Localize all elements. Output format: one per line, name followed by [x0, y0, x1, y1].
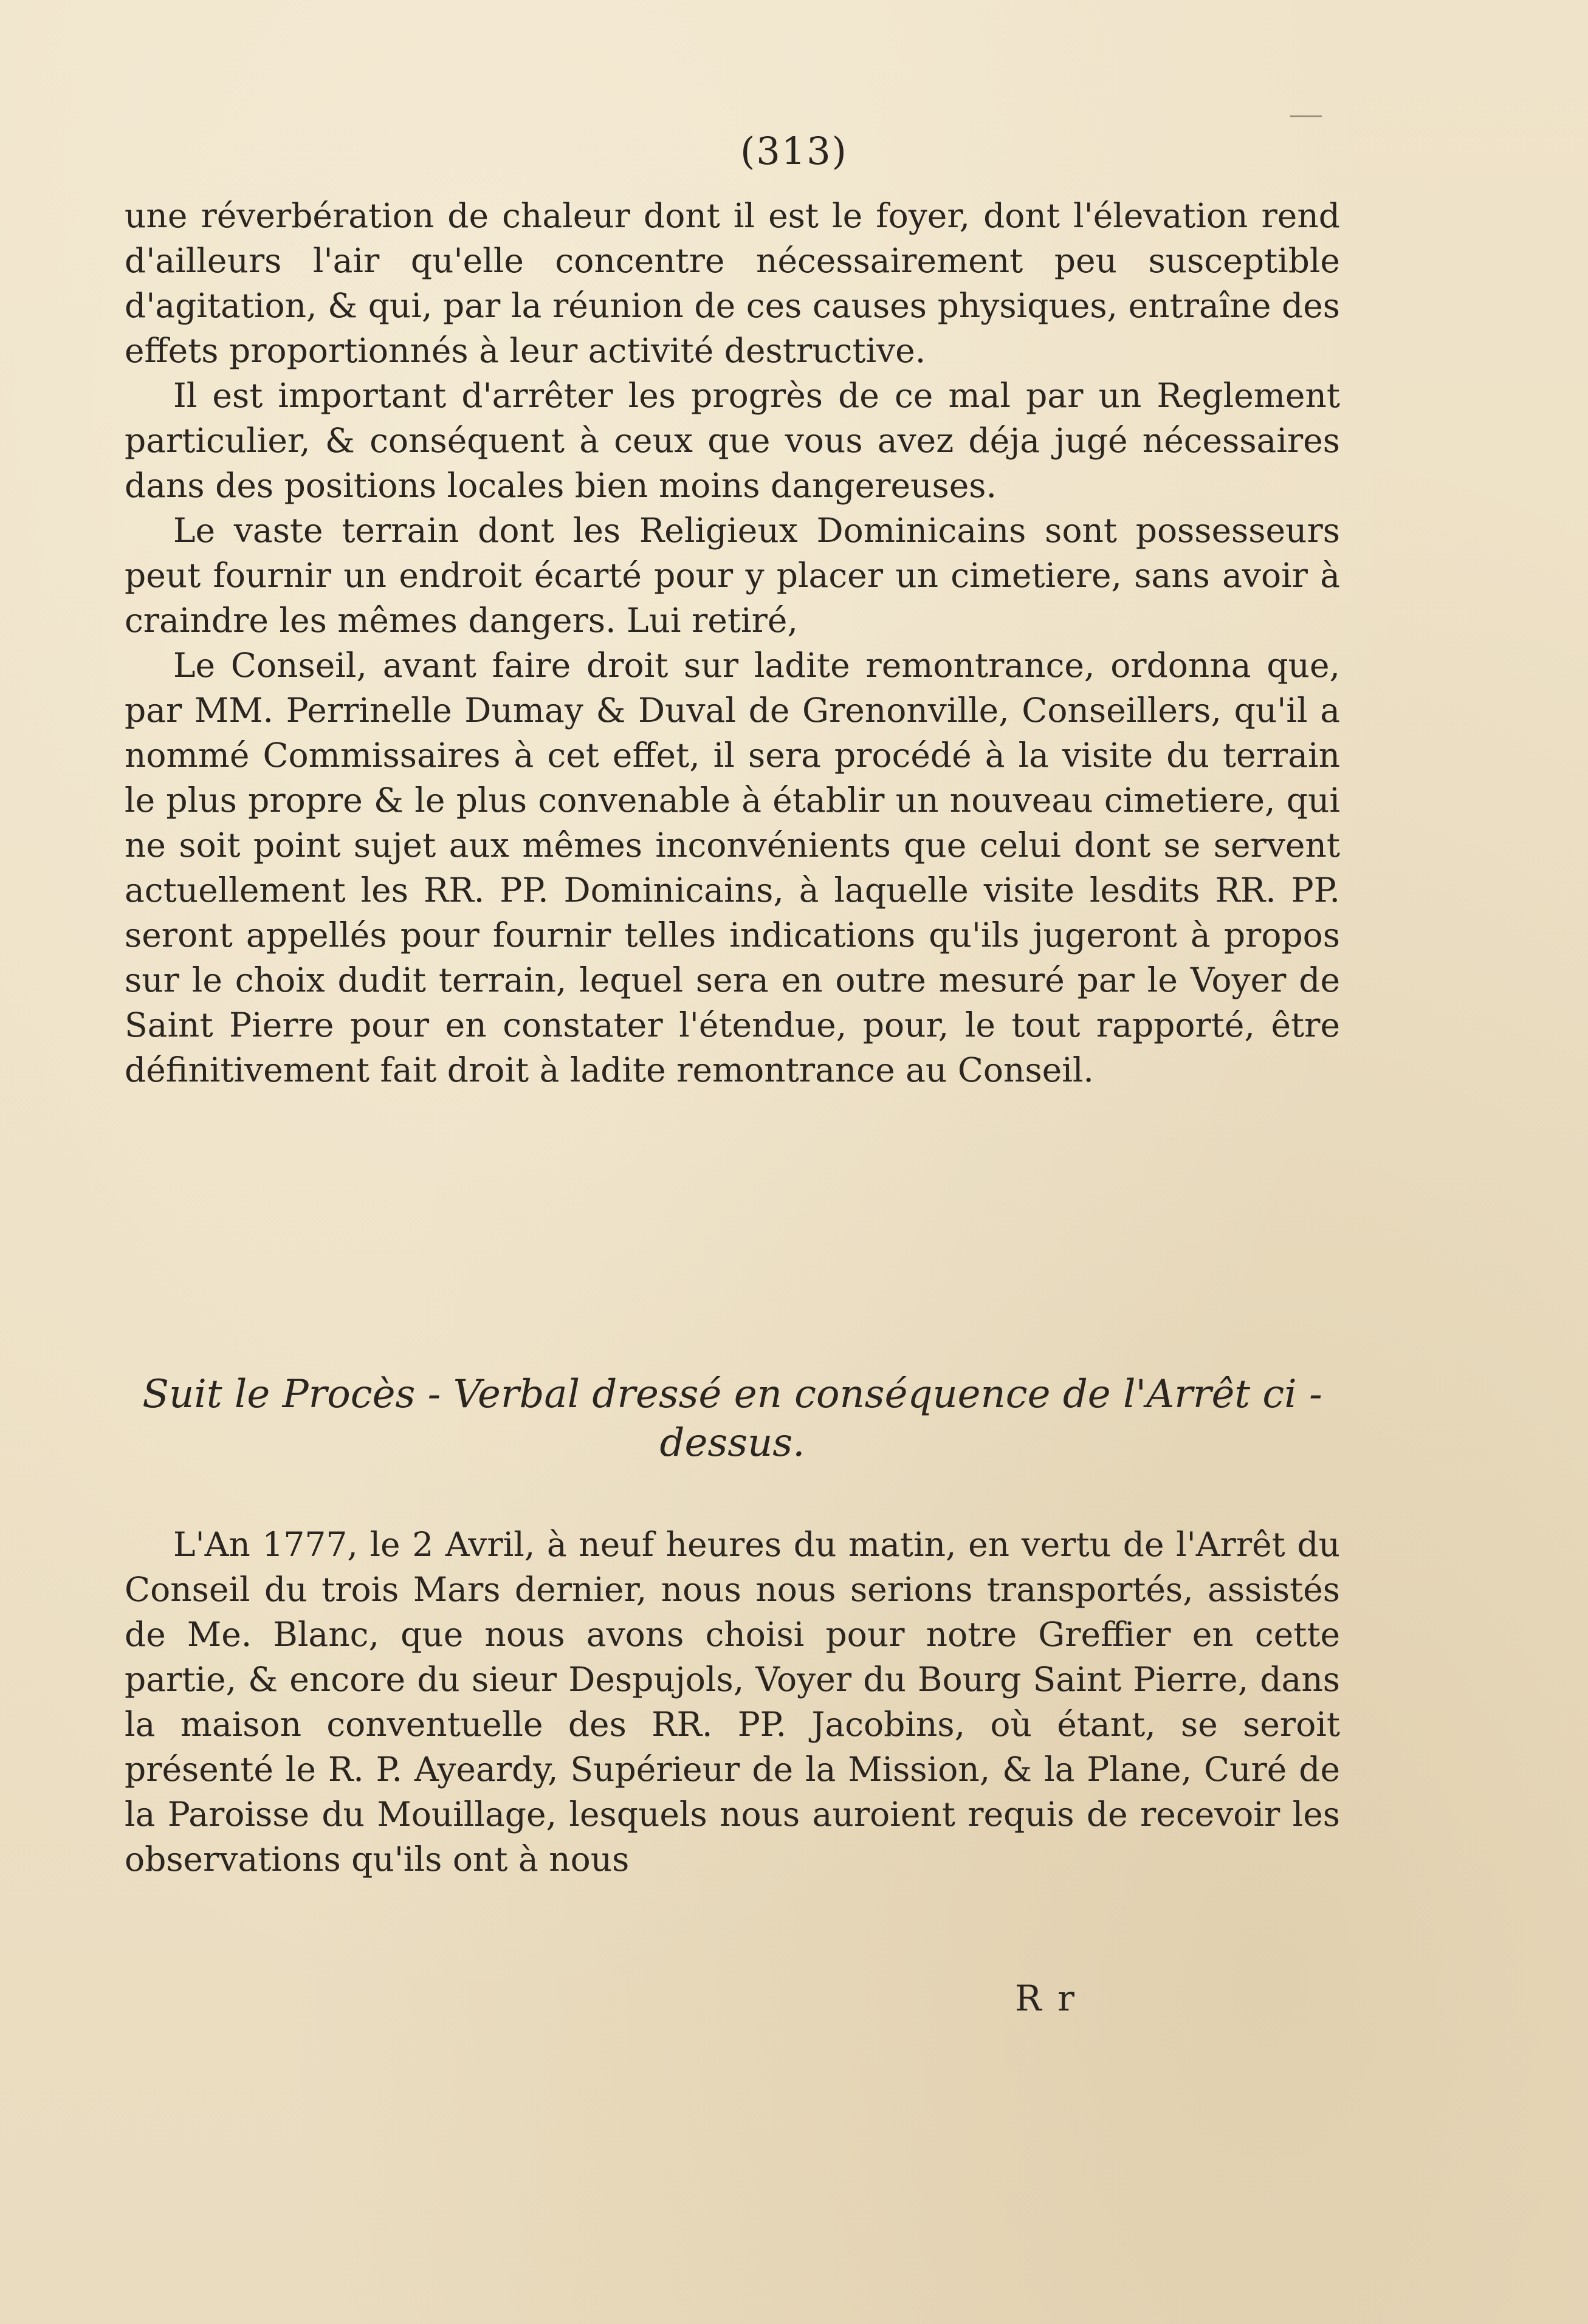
paragraph-4: Le Conseil, avant faire droit sur ladite remontrance, ordonna que, par MM. Perrinelle Dumay & Duval de Grenonville, Conseillers, qu'il a nommé Commissaires à cet effet, il sera procédé à la visite du terrain le plus propre & le plus convenable à établir un nouveau cimetiere, qui ne soit point sujet aux mêmes inconvénients que celui dont se servent actuellement les RR. PP. Dominicains, à laquelle visite lesdits RR. PP. seront appellés pour fournir telles indications qu'ils jugeront à propos sur le choix dudit terrain, lequel sera en outre mesuré par le Voyer de Saint Pierre pour en constater l'étendue, pour, le tout rapporté, être définitivement fait droit à ladite remontrance au Conseil. [125, 646, 1340, 1089]
paragraph-5: L'An 1777, le 2 Avril, à neuf heures du matin, en vertu de l'Arrêt du Conseil du trois Mars dernier, nous nous serions transportés, assistés de Me. Blanc, que nous avons choisi pour notre Greffier en cette partie, & encore du sieur Despujols, Voyer du Bourg Saint Pierre, dans la maison conventuelle des RR. PP. Jacobins, où étant, se seroit présenté le R. P. Ayeardy, Supérieur de la Mission, & la Plane, Curé de la Paroisse du Mouillage, lesquels nous auroient requis de recevoir les observations qu'ils ont à nous [125, 1525, 1340, 1879]
margin-dash [1290, 115, 1322, 117]
paragraph-1: une réverbération de chaleur dont il est le foyer, dont l'élevation rend d'ailleurs l'air qu'elle concentre nécessairement peu susceptible d'agitation, & qui, par la réunion de ces causes physiques, entraîne des effets proportionnés à leur activité destructive. [125, 196, 1340, 370]
paragraph-3: Le vaste terrain dont les Religieux Dominicains sont possesseurs peut fournir un endroit écarté pour y placer un cimetiere, sans avoir à craindre les mêmes dangers. Lui retiré, [125, 511, 1340, 640]
text-block-bottom [125, 1522, 1340, 1882]
text-block-top [125, 193, 1340, 1092]
section-heading: Suit le Procès - Verbal dressé en conséquence de l'Arrêt ci - dessus. [142, 1372, 1322, 1465]
signature-mark: R r [1015, 1978, 1077, 2019]
paragraph-2: Il est important d'arrêter les progrès de ce mal par un Reglement particulier, & conséquent à ceux que vous avez déja jugé nécessaires dans des positions locales bien moins dangereuses. [125, 376, 1340, 505]
page-number: (313) [740, 129, 848, 173]
